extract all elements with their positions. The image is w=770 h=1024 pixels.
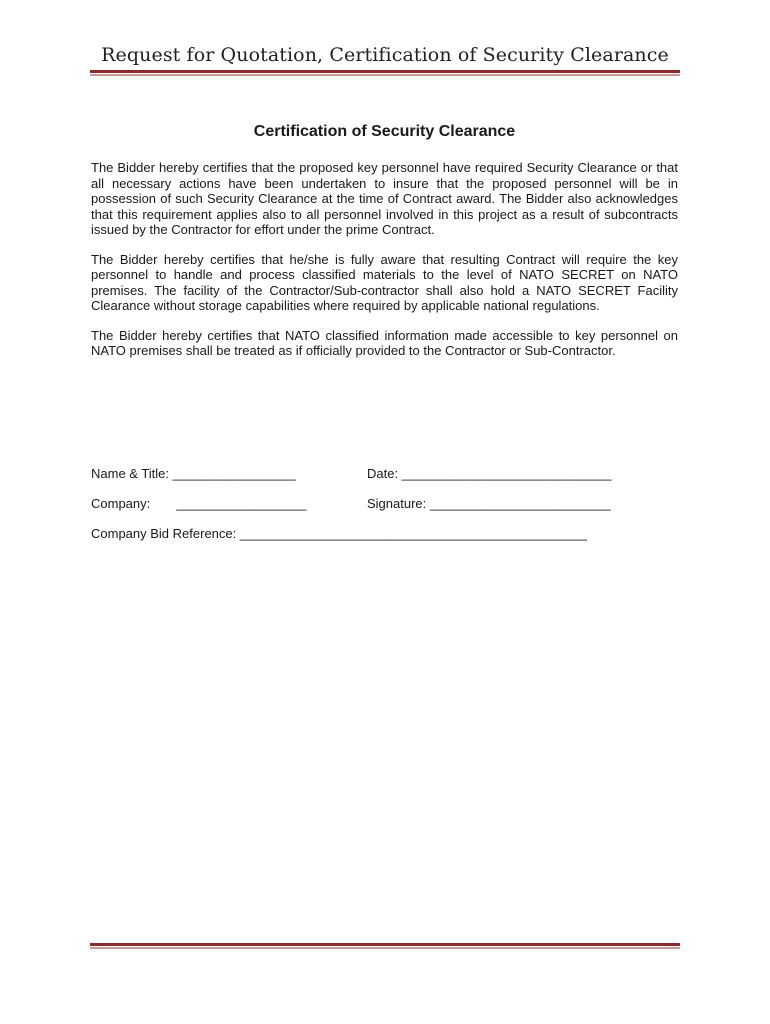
signature-form [91,466,678,556]
form-row-1 [91,466,678,496]
header-rule-dark [90,70,680,73]
page-header-title: Request for Quotation, Certification of Security Clearance [101,44,669,66]
header-rule [90,70,680,76]
header-rule-light [90,74,680,76]
date-field[interactable]: Date: _____________________________ [367,466,612,481]
document-body [91,122,678,373]
footer-rule-dark [90,943,680,946]
company-label: Company: [91,496,151,511]
name-title-field[interactable]: Name & Title: _________________ [91,466,296,481]
signature-field[interactable]: Signature: _________________________ [367,496,611,511]
paragraph-2: The Bidder hereby certifies that he/she is fully aware that resulting Contract will require the key personnel to handle and process classified materials to the level of NATO SECRET on NATO premises. The facility of the Contractor/Sub-contractor shall also hold a NATO SECRET Facility Clearance without storage capabilities where required by applicable national regulations. [91,251,678,313]
company-field[interactable] [91,496,306,511]
paragraph-1: The Bidder hereby certifies that the proposed key personnel have required Security Clearance or that all necessary actions have been undertaken to insure that the proposed personnel will be in possession of such Security Clearance at the time of Contract award. The Bidder also acknowledges that this requirement applies also to all personnel involved in this project as a result of subcontracts issued by the Contractor for effort under the prime Contract. [91,160,678,237]
footer-rule [90,943,680,949]
document-heading: Certification of Security Clearance [253,123,516,140]
form-row-3 [91,526,678,556]
bid-reference-field[interactable]: Company Bid Reference: ________________________________________________ [91,526,587,541]
form-row-2 [91,496,678,526]
company-line[interactable]: __________________ [176,496,307,511]
footer-rule-light [90,947,680,949]
paragraph-3: The Bidder hereby certifies that NATO classified information made accessible to key personnel on NATO premises shall be treated as if officially provided to the Contractor or Sub-Contractor. [91,327,678,358]
